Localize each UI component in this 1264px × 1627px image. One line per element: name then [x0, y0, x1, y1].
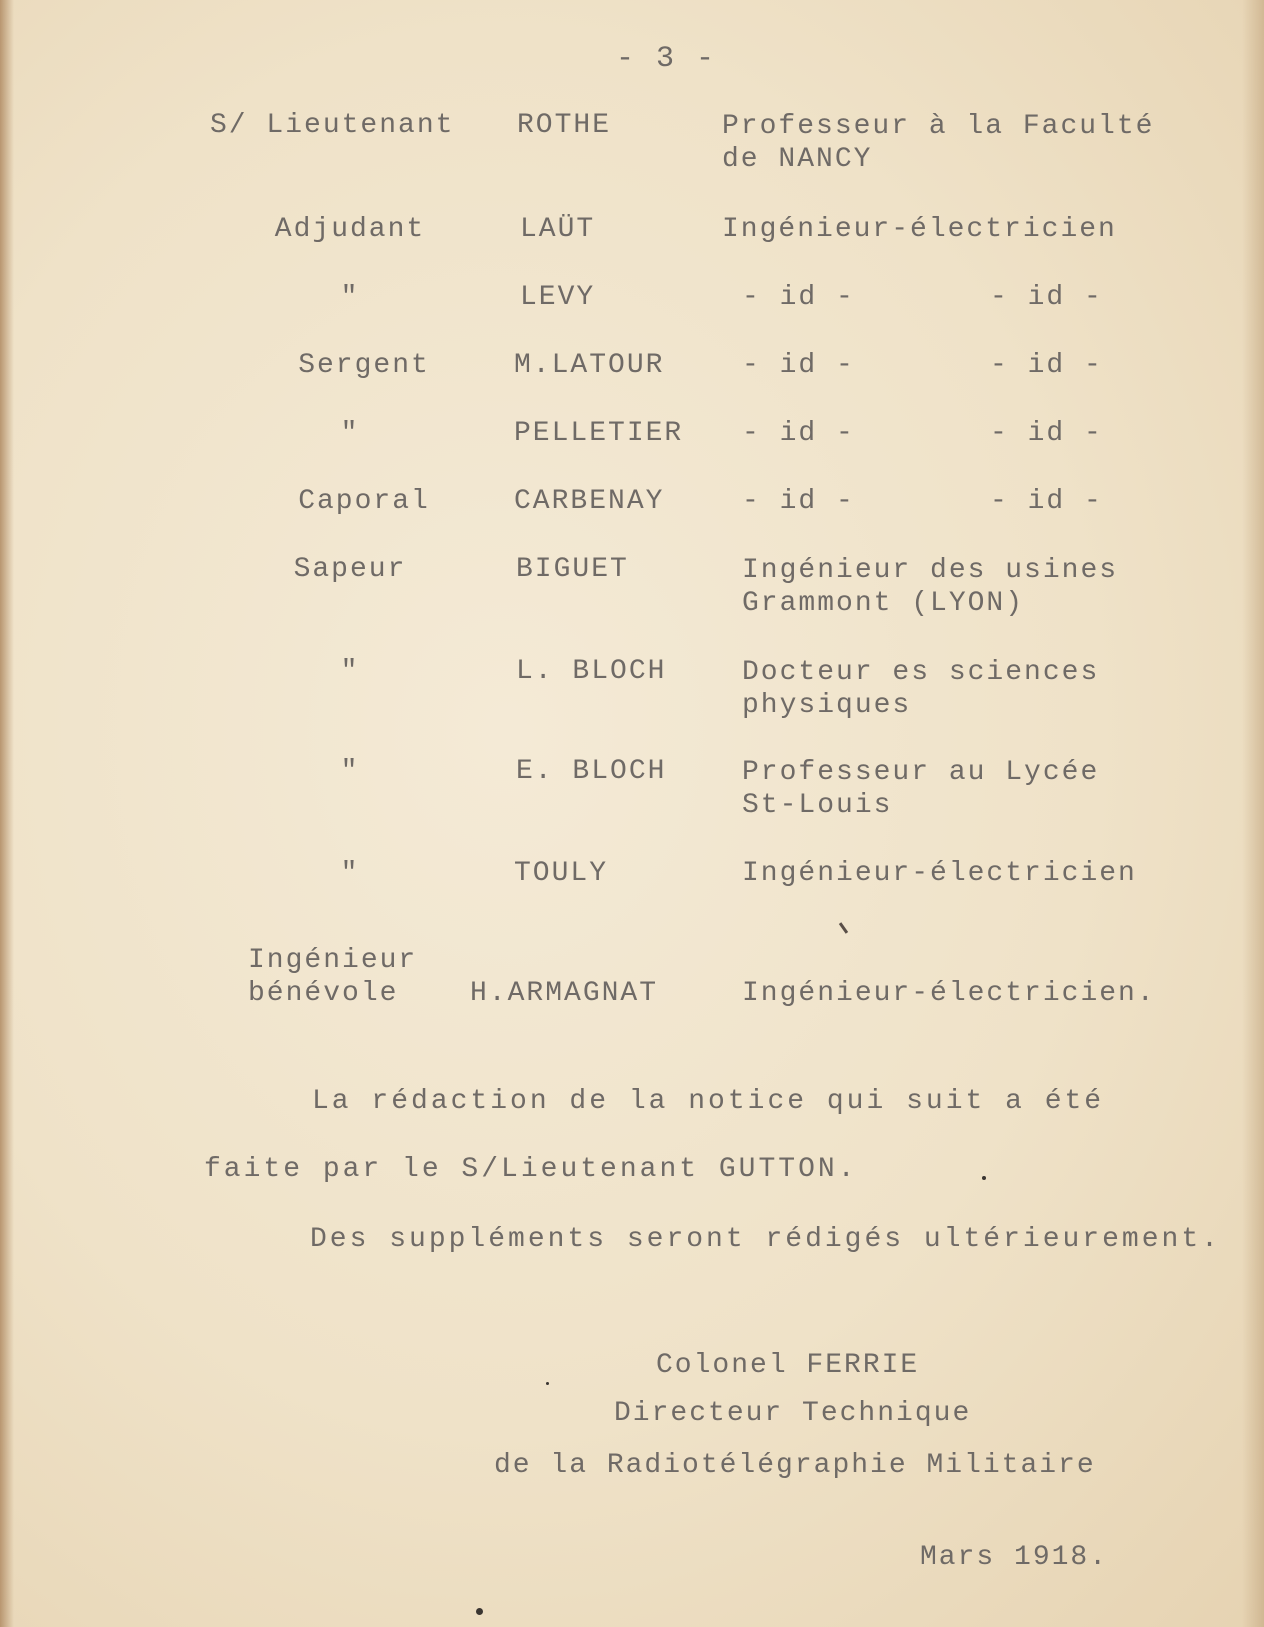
- person-role: Ingénieur des usines Grammont (LYON): [742, 555, 1119, 619]
- person-role-id: - id -: [742, 486, 855, 517]
- stray-dot: [982, 1176, 986, 1180]
- person-role-id: - id -: [742, 418, 855, 449]
- stray-dot: [476, 1608, 483, 1615]
- person-name: TOULY: [514, 858, 609, 889]
- ditto-mark: ": [340, 756, 360, 787]
- document-date: Mars 1918.: [920, 1542, 1109, 1573]
- paper-edge-left: [0, 0, 14, 1627]
- ditto-mark: ": [340, 418, 360, 449]
- paper-edge-right: [1242, 0, 1264, 1627]
- person-role: Ingénieur-électricien: [742, 858, 1137, 889]
- person-name: LAÜT: [520, 214, 596, 245]
- paragraph-line: faite par le S/Lieutenant GUTTON.: [204, 1154, 858, 1185]
- person-name: H.ARMAGNAT: [470, 978, 659, 1009]
- rank-label: Caporal: [298, 486, 430, 517]
- person-role: Ingénieur-électricien.: [742, 978, 1156, 1009]
- paragraph-line: Des suppléments seront rédigés ultérieurement.: [310, 1224, 1221, 1255]
- person-name: BIGUET: [516, 554, 629, 585]
- ditto-mark: ": [340, 656, 360, 687]
- rank-label: S/ Lieutenant: [210, 110, 455, 141]
- person-role: Professeur à la Faculté de NANCY: [722, 111, 1155, 175]
- rank-label: Adjudant: [274, 214, 426, 245]
- person-role: Professeur au Lycée St-Louis: [742, 757, 1100, 821]
- person-name: PELLETIER: [514, 418, 684, 449]
- person-name: ROTHE: [517, 110, 612, 141]
- signature-org: de la Radiotélégraphie Militaire: [494, 1450, 1096, 1481]
- person-role-id: - id -: [742, 350, 855, 381]
- paragraph-line: La rédaction de la notice qui suit a été: [312, 1086, 1105, 1117]
- page-number: - 3 -: [616, 42, 717, 76]
- ditto-mark: ": [340, 282, 360, 313]
- person-role: Docteur es sciences physiques: [742, 657, 1100, 721]
- rank-label: Ingénieur bénévole: [248, 945, 418, 1009]
- rank-label: Sergent: [298, 350, 430, 381]
- person-name: L. BLOCH: [516, 656, 667, 687]
- person-role-id: - id -: [990, 418, 1103, 449]
- person-name: CARBENAY: [514, 486, 665, 517]
- rank-label: Sapeur: [293, 554, 407, 585]
- stray-dot: [546, 1382, 549, 1385]
- person-role: Ingénieur-électricien: [722, 214, 1117, 245]
- person-name: LEVY: [520, 282, 596, 313]
- signature-title: Directeur Technique: [614, 1398, 972, 1429]
- person-role-id: - id -: [742, 282, 855, 313]
- person-name: E. BLOCH: [516, 756, 667, 787]
- ditto-mark: ": [340, 858, 360, 889]
- person-role-id: - id -: [990, 486, 1103, 517]
- person-role-id: - id -: [990, 350, 1103, 381]
- stray-mark: [839, 922, 848, 934]
- signature-name: Colonel FERRIE: [656, 1350, 920, 1381]
- person-role-id: - id -: [990, 282, 1103, 313]
- person-name: M.LATOUR: [514, 350, 665, 381]
